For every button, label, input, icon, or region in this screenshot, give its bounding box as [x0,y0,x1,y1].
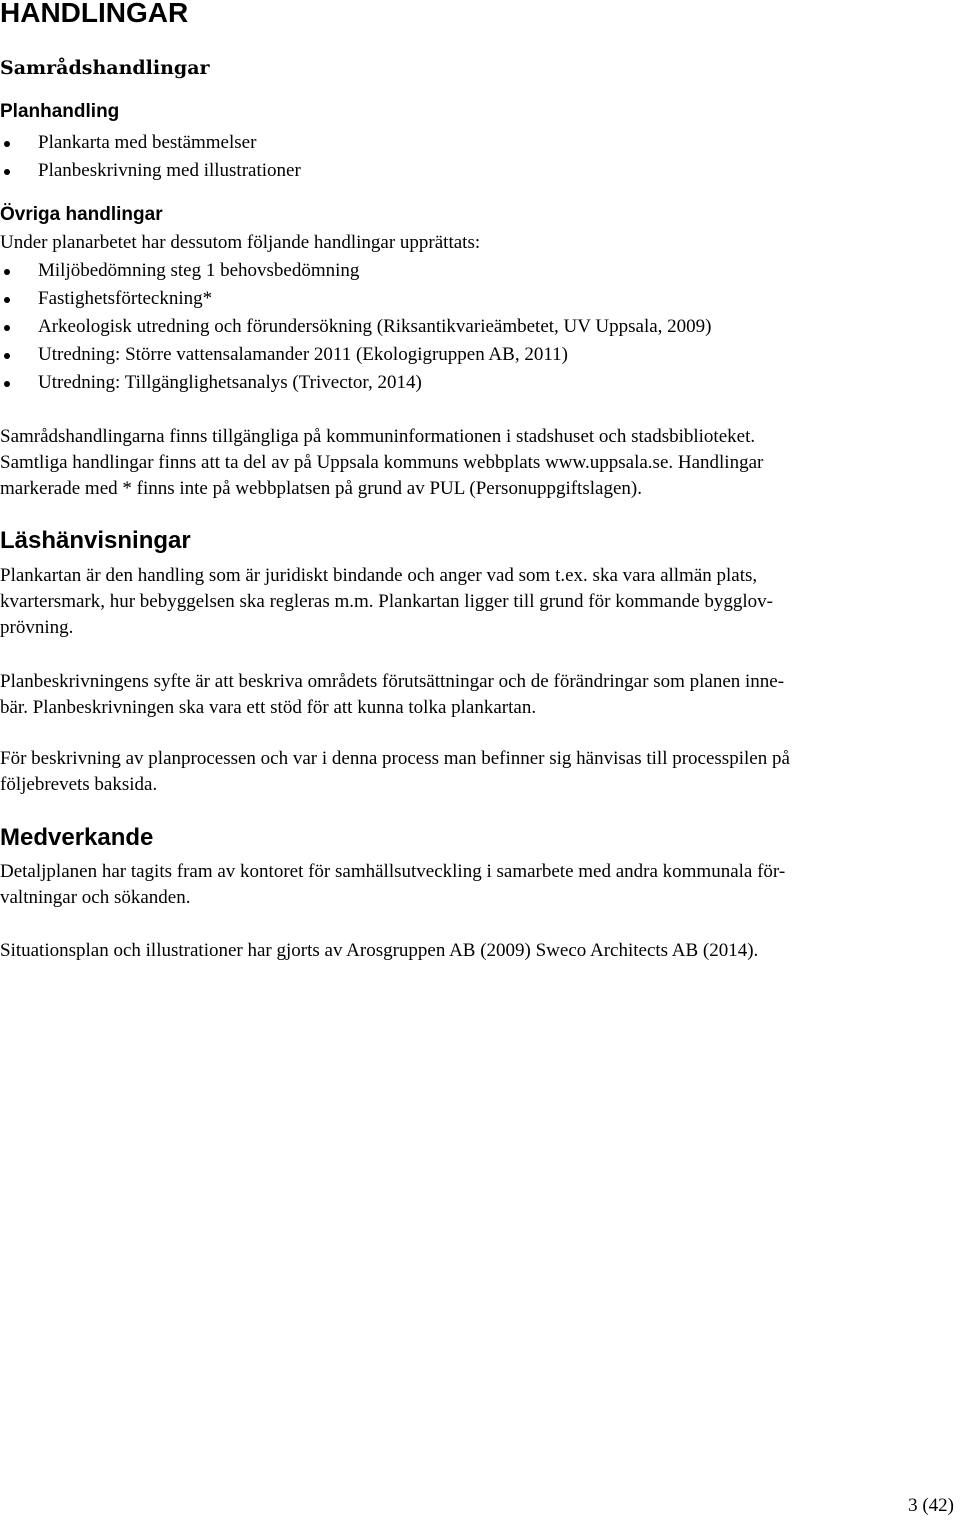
lashanvisningar-paragraph-3: För beskrivning av planprocessen och var i denna process man befinner sig hänvisas till processpilen på följebrevets baksida. [0,748,790,795]
list-item: Utredning: Större vattensalamander 2011 (Ekologigruppen AB, 2011) [0,342,711,370]
ovriga-heading: Övriga handlingar [0,204,163,225]
list-item: Arkeologisk utredning och förundersökning (Riksantikvarieämbetet, UV Uppsala, 2009) [0,314,711,342]
ovriga-intro: Under planarbetet har dessutom följande handlingar upprättats: [0,232,481,253]
bullet-icon [4,269,10,275]
availability-paragraph: Samrådshandlingarna finns tillgängliga på kommuninformationen i stadshuset och stadsbiblioteket. Samtliga handlingar finns att ta del av på Uppsala kommuns webbplats www.uppsala.se. Handlingar markerade med * finns inte på webbplatsen på grund av PUL (Personuppgiftslagen). [0,426,764,499]
list-item: Planbeskrivning med illustrationer [0,158,301,186]
planhandling-heading: Planhandling [0,101,120,122]
bullet-icon [4,141,10,147]
bullet-icon [4,353,10,359]
medverkande-heading: Medverkande [0,824,154,851]
page-number: 3 (42) [908,1495,954,1516]
lashanvisningar-heading: Läshänvisningar [0,527,191,554]
list-item: Utredning: Tillgänglighetsanalys (Trivector, 2014) [0,370,711,398]
bullet-icon [4,381,10,387]
planhandling-list [0,130,301,186]
list-item: Plankarta med bestämmelser [0,130,301,158]
medverkande-paragraph-2: Situationsplan och illustrationer har gjorts av Arosgruppen AB (2009) Sweco Architects AB (2014). [0,940,759,961]
lashanvisningar-paragraph-1: Plankartan är den handling som är juridiskt bindande och anger vad som t.ex. ska vara allmän plats, kvartersmark, hur bebyggelsen ska regleras m.m. Plankartan ligger till grund för kommande bygglov- prövning. [0,565,773,638]
bullet-icon [4,169,10,175]
page-subtitle: Samrådshandlingar [0,57,210,79]
list-item: Miljöbedömning steg 1 behovsbedömning [0,258,711,286]
bullet-icon [4,325,10,331]
bullet-icon [4,297,10,303]
medverkande-paragraph-1: Detaljplanen har tagits fram av kontoret för samhällsutveckling i samarbete med andra kommunala för- valtningar och sökanden. [0,861,786,908]
page-title: HANDLINGAR [0,0,189,28]
list-item: Fastighetsförteckning* [0,286,711,314]
lashanvisningar-paragraph-2: Planbeskrivningens syfte är att beskriva områdets förutsättningar och de förändringar som planen inne- bär. Planbeskrivningen ska vara ett stöd för att kunna tolka plankartan. [0,671,785,718]
ovriga-list [0,258,711,398]
